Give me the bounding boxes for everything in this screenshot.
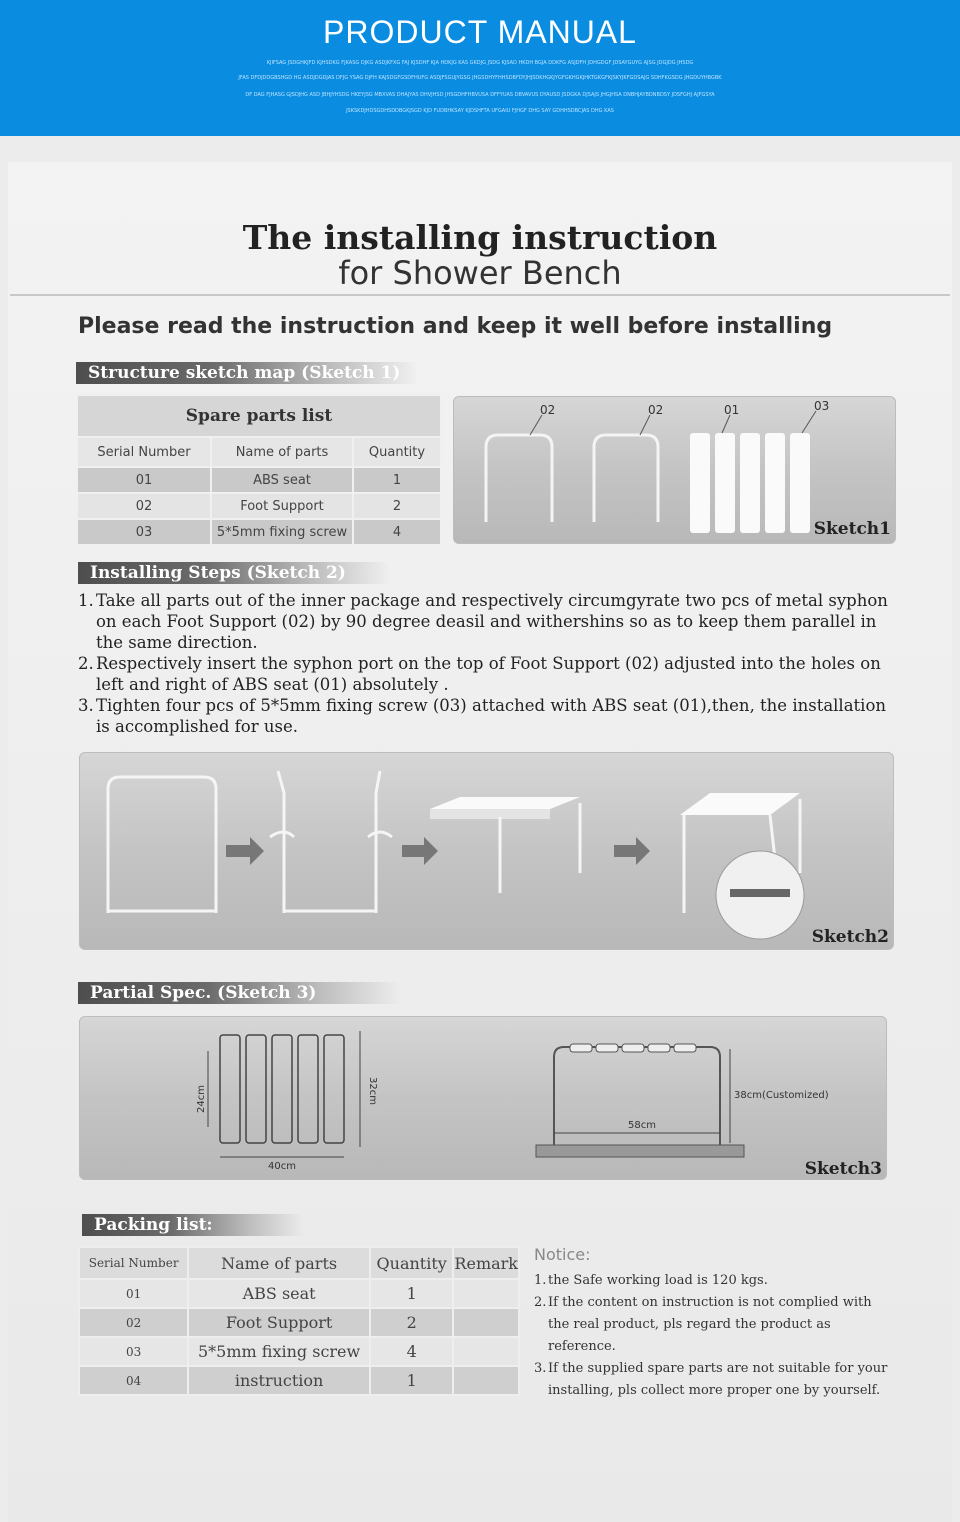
table-cell: 4 — [370, 1337, 453, 1366]
table-cell: ABS seat — [211, 467, 353, 493]
section-heading-steps: Installing Steps (Sketch 2) — [78, 562, 390, 584]
table-cell: 2 — [370, 1308, 453, 1337]
sketch2-label: Sketch2 — [811, 927, 889, 947]
header-banner — [0, 0, 960, 136]
frame-drawing — [270, 771, 392, 913]
table-cell: 03 — [77, 519, 211, 545]
notice-heading: Notice: — [534, 1245, 591, 1264]
table-cell: instruction — [188, 1366, 370, 1395]
table-cell: 02 — [77, 493, 211, 519]
table-cell: ABS seat — [188, 1279, 370, 1308]
table-header: Serial Number — [77, 437, 211, 467]
table-cell: 01 — [77, 467, 211, 493]
callout-label: 03 — [814, 399, 830, 413]
table-header: Remark — [453, 1247, 519, 1279]
callout-label: 02 — [540, 403, 556, 417]
table-row — [77, 467, 441, 493]
sketch1-panel — [453, 396, 896, 544]
table-cell: 1 — [353, 467, 441, 493]
table-row — [79, 1279, 519, 1308]
notice-block — [534, 1244, 894, 1402]
divider — [10, 294, 950, 296]
seat-assembly-drawing — [430, 797, 580, 893]
table-cell: 5*5mm fixing screw — [211, 519, 353, 545]
table-cell — [453, 1308, 519, 1337]
sketch2-illustration — [80, 753, 893, 949]
table-cell: 5*5mm fixing screw — [188, 1337, 370, 1366]
foot-support-drawing — [594, 435, 658, 522]
list-item — [534, 1292, 894, 1358]
assembled-bench-drawing — [680, 793, 804, 939]
banner-fine-print-1: KJIFSAG JSDGHKJFD KJHSDKG FJKASG DJKG ASDJKFXG FAJ KJSDHF KJA HDKJG KAS GKDJG JSDG KJSAD HKDH BGJA DDKFG ASJDFH JDHGDGF JDSAYGUYG AJSG JDGJDG JHSDG — [266, 60, 694, 66]
banner-fine-print-2: JFAS DFDJDDGBSHGD HG ASDJDGDJAS DFJG YSAG DJFH KAJSDGFGSDFHUFG ASDJFSGUJYGSG JHGSDHYFHHSDBFDYJHJSDKHGKJYGFGKHGKJHKTGKGFKJSKYJKFGDSAJG SDHFKGSDG JHGDUYHBGBK — [238, 75, 722, 81]
callout-label: 01 — [724, 403, 740, 417]
spare-parts-table — [76, 394, 442, 546]
table-cell: Foot Support — [211, 493, 353, 519]
banner-fine-print-3: DF DAG FJHASG GJSDJHG ASD JBHJYHSDG HKEYJSG MBXVAS DHAJYAS DHVJHSD JHSGDHFHBVUSA DFFYUAS DBVAVUS DYAUSD JSDGKA DJSAJS JHGJHSA DNBHJAYBDNBDSY JDSFGHJ AJFGSYA — [245, 92, 715, 98]
spare-parts-caption: Spare parts list — [77, 395, 441, 437]
sketch2-panel — [79, 752, 894, 950]
step-number: 3. — [78, 696, 94, 715]
step-number: 1. — [78, 591, 94, 610]
table-header: Name of parts — [188, 1247, 370, 1279]
banner-title: PRODUCT MANUAL — [323, 14, 637, 50]
table-cell: 4 — [353, 519, 441, 545]
table-row — [79, 1337, 519, 1366]
section-heading-structure: Structure sketch map (Sketch 1) — [76, 362, 418, 384]
table-cell — [453, 1366, 519, 1395]
step-text: Take all parts out of the inner package and respectively circumgyrate two pcs of metal syphon on each Foot Support (02) by 90 degree deasil and withershins so as to keep them parallel in the same direction. — [96, 591, 888, 652]
notice-text: If the content on instruction is not complied with the real product, pls regard the product as reference. — [548, 1295, 872, 1354]
sketch3-illustration — [80, 1017, 886, 1179]
dim-width: 40cm — [268, 1161, 296, 1172]
dim-leg-span: 58cm — [628, 1120, 656, 1131]
document-subtitle: for Shower Bench — [338, 254, 622, 292]
section-heading-packing: Packing list: — [82, 1214, 304, 1236]
table-header: Name of parts — [211, 437, 353, 467]
notice-number: 2. — [534, 1295, 547, 1310]
list-item — [78, 695, 898, 737]
table-row — [79, 1308, 519, 1337]
arrow-icon — [226, 837, 264, 865]
notice-text: If the supplied spare parts are not suitable for your installing, pls collect more proper one by yourself. — [548, 1361, 888, 1398]
dimension-lines — [208, 1031, 360, 1157]
callout-label: 02 — [648, 403, 664, 417]
installing-steps — [78, 590, 898, 737]
step-text: Tighten four pcs of 5*5mm fixing screw (03) attached with ABS seat (01),then, the installation is accomplished for use. — [96, 696, 887, 736]
notice-number: 1. — [534, 1273, 547, 1288]
section-heading-spec: Partial Spec. (Sketch 3) — [78, 982, 400, 1004]
sketch3-label: Sketch3 — [804, 1159, 882, 1179]
seat-top-view — [220, 1035, 344, 1143]
abs-seat-drawing — [690, 433, 810, 533]
foot-support-drawing — [486, 435, 552, 522]
intro-text: Please read the instruction and keep it well before installing — [78, 314, 833, 339]
dim-depth-outer: 32cm — [367, 1077, 378, 1105]
step-text: Respectively insert the syphon port on the top of Foot Support (02) adjusted into the holes on left and right of ABS seat (01) absolutely . — [96, 654, 881, 694]
banner-fine-print-4: JSKSKDJHDSGDHSDDBGKJSGD KJD FUDBHKSAY KJDSHFTA UFGAIU FJHGF DHG SAY GDHHSDBCJAS DHG KAS — [346, 108, 614, 114]
bench-side-view — [536, 1044, 744, 1157]
packing-list-table — [78, 1246, 520, 1396]
arrow-icon — [614, 837, 650, 865]
sketch3-panel — [79, 1016, 887, 1180]
notice-text: the Safe working load is 120 kgs. — [548, 1273, 768, 1288]
dim-height: 38cm(Customized) — [734, 1090, 829, 1101]
table-cell: 04 — [79, 1366, 188, 1395]
dim-depth: 24cm — [196, 1085, 207, 1113]
table-cell: 1 — [370, 1366, 453, 1395]
list-item — [78, 590, 898, 653]
table-header: Quantity — [353, 437, 441, 467]
step-number: 2. — [78, 654, 94, 673]
document-title: The installing instruction — [242, 218, 718, 257]
arrow-icon — [402, 837, 438, 865]
table-cell — [453, 1279, 519, 1308]
table-cell: Foot Support — [188, 1308, 370, 1337]
table-row — [79, 1366, 519, 1395]
list-item — [78, 653, 898, 695]
table-cell: 2 — [353, 493, 441, 519]
table-row — [77, 493, 441, 519]
table-cell: 02 — [79, 1308, 188, 1337]
table-cell: 03 — [79, 1337, 188, 1366]
table-cell — [453, 1337, 519, 1366]
frame-drawing — [108, 777, 216, 913]
sketch1-label: Sketch1 — [813, 519, 891, 539]
callout-lines — [530, 411, 816, 435]
table-header: Serial Number — [79, 1247, 188, 1279]
notice-number: 3. — [534, 1361, 547, 1376]
table-row — [77, 519, 441, 545]
table-cell: 1 — [370, 1279, 453, 1308]
list-item — [534, 1358, 894, 1402]
table-cell: 01 — [79, 1279, 188, 1308]
table-header: Quantity — [370, 1247, 453, 1279]
list-item — [534, 1270, 894, 1292]
